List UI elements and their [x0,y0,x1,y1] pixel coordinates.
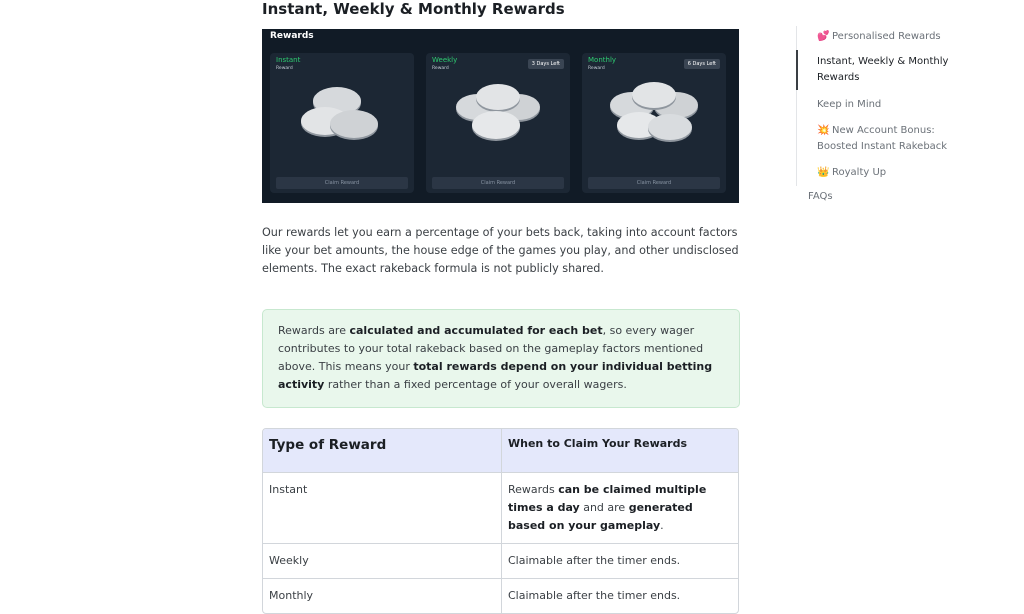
cell-type: Weekly [263,543,501,578]
callout-text: , so every wager contributes to your total rakeback based on the gameplay factors mentioned above. This means your [278,324,704,373]
coins-icon [448,81,548,151]
card-title: Monthly [588,56,617,64]
cell-bold: generated based on your gameplay [508,501,693,532]
toc-item-label: Keep in Mind [817,99,882,110]
toc-item-label: Royalty Up [832,167,887,178]
coins-icon [604,81,704,151]
reward-card-weekly [426,53,570,193]
card-timer: 6 Days Left [684,59,720,69]
cell-type: Instant [263,472,501,543]
banner-title: Rewards [270,31,314,41]
toc-item-new-account-bonus[interactable] [817,123,957,155]
cell-text: and are [579,501,629,514]
toc-item-label: New Account Bonus: Boosted Instant Rakeback [817,125,948,152]
card-subtitle: Reward [588,66,605,71]
callout-text: Rewards are [278,324,350,337]
burst-emoji-icon: 💥 [817,125,830,136]
heart-emoji-icon: 💕 [817,31,830,42]
table-row [263,578,738,613]
cell-type: Monthly [263,578,501,613]
toc-item-keep-in-mind[interactable] [817,97,957,113]
header-when-to-claim: When to Claim Your Rewards [501,429,738,472]
rewards-table [262,428,739,614]
card-timer: 3 Days Left [528,59,564,69]
callout-text: rather than a fixed percentage of your overall wagers. [324,378,627,391]
coins-icon [292,81,392,151]
cell-bold: can be claimed multiple times a day [508,483,707,514]
cell-text: Rewards [508,483,559,496]
toc-item-royalty-up[interactable] [817,165,957,181]
cell-when [501,472,738,543]
table-row [263,543,738,578]
reward-card-instant [270,53,414,193]
toc-item-instant-weekly-monthly[interactable] [817,54,957,86]
section-title: Instant, Weekly & Monthly Rewards [262,0,565,18]
intro-paragraph: Our rewards let you earn a percentage of your bets back, taking into account factors like your bet amounts, the house edge of the games you play, and other undisclosed elements. The exact rakeback formula is not publicly shared. [262,226,739,275]
info-callout [262,309,740,408]
toc-item-faqs[interactable]: FAQs [808,191,833,202]
card-title: Instant [276,56,301,64]
toc-item-label: Personalised Rewards [832,31,941,42]
claim-reward-button: Claim Reward [432,177,564,189]
claim-reward-button: Claim Reward [276,177,408,189]
card-subtitle: Reward [432,66,449,71]
crown-emoji-icon: 👑 [817,167,830,178]
table-row [263,472,738,543]
cell-when: Claimable after the timer ends. [501,578,738,613]
toc-item-label: Instant, Weekly & Monthly Rewards [817,56,949,83]
card-title: Weekly [432,56,458,64]
reward-card-monthly [582,53,726,193]
cell-when: Claimable after the timer ends. [501,543,738,578]
header-type-of-reward: Type of Reward [263,429,501,472]
claim-reward-button: Claim Reward [588,177,720,189]
cell-text: . [660,519,664,532]
callout-bold: total rewards depend on your individual betting activity [278,360,713,391]
rewards-banner-image [262,29,739,203]
table-header-row [263,429,738,472]
toc-item-personalised-rewards[interactable] [817,29,957,45]
callout-bold: calculated and accumulated for each bet [349,324,603,337]
card-subtitle: Reward [276,66,293,71]
toc-active-indicator [796,50,798,90]
